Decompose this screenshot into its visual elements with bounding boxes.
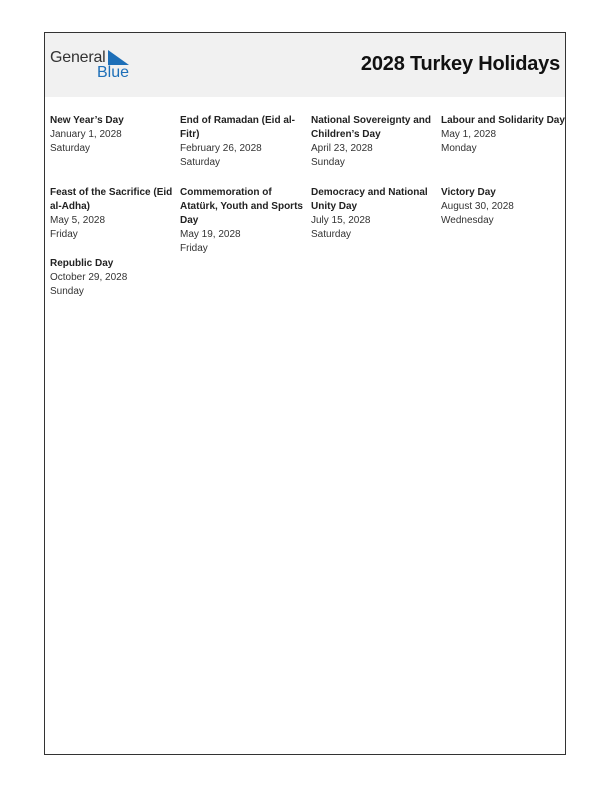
holiday-date: August 30, 2028 <box>441 201 514 212</box>
page-frame <box>44 32 566 755</box>
generalblue-logo <box>50 49 140 83</box>
holiday-date: May 19, 2028 <box>180 229 241 240</box>
holiday-item <box>311 186 435 242</box>
holiday-weekday: Saturday <box>311 229 352 240</box>
holiday-weekday: Monday <box>441 143 477 154</box>
holiday-date: February 26, 2028 <box>180 143 262 154</box>
holiday-date: July 15, 2028 <box>311 215 371 226</box>
holiday-item <box>180 186 304 256</box>
holiday-weekday: Saturday <box>50 143 91 154</box>
holiday-date: April 23, 2028 <box>311 143 373 154</box>
holiday-item <box>50 186 174 242</box>
holiday-name: Democracy and National Unity Day <box>311 187 428 212</box>
logo-text-general: General <box>50 49 106 66</box>
holiday-name: Commemoration of Atatürk, Youth and Sports Day <box>180 187 303 226</box>
holiday-name: Victory Day <box>441 187 496 198</box>
holiday-name: Feast of the Sacrifice (Eid al-Adha) <box>50 187 173 212</box>
holiday-name: Republic Day <box>50 258 114 269</box>
holiday-date: January 1, 2028 <box>50 129 122 140</box>
holiday-item <box>441 114 565 156</box>
holiday-weekday: Sunday <box>311 157 345 168</box>
holiday-item <box>180 114 304 170</box>
holiday-date: October 29, 2028 <box>50 272 128 283</box>
holiday-name: Labour and Solidarity Day <box>441 115 565 126</box>
header-band <box>45 33 565 97</box>
holiday-weekday: Saturday <box>180 157 221 168</box>
holiday-name: New Year’s Day <box>50 115 124 126</box>
holiday-item <box>50 257 174 299</box>
holiday-name: National Sovereignty and Children’s Day <box>311 115 432 140</box>
holiday-weekday: Wednesday <box>441 215 494 226</box>
holiday-item <box>311 114 435 170</box>
holiday-date: May 1, 2028 <box>441 129 497 140</box>
holiday-weekday: Friday <box>50 229 78 240</box>
holiday-weekday: Friday <box>180 243 208 254</box>
page-title: 2028 Turkey Holidays <box>360 53 560 75</box>
logo-text-blue: Blue <box>97 64 130 81</box>
holiday-date: May 5, 2028 <box>50 215 106 226</box>
holiday-item <box>441 186 565 228</box>
holiday-weekday: Sunday <box>50 286 84 297</box>
holiday-name: End of Ramadan (Eid al-Fitr) <box>180 115 296 140</box>
holiday-item <box>50 114 174 156</box>
